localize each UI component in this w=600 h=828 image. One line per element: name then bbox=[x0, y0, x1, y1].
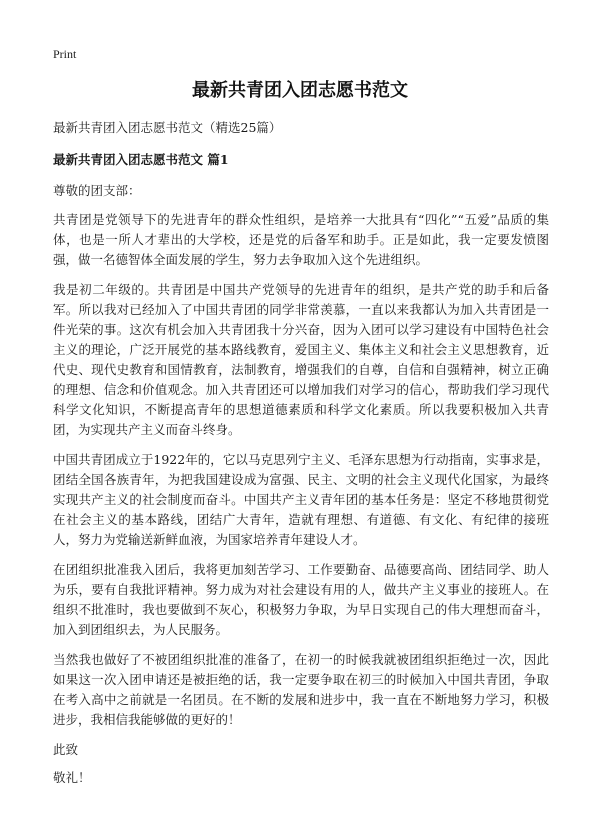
print-link[interactable]: Print bbox=[53, 47, 77, 61]
paragraph-4: 在团组织批准我入团后，我将更加刻苦学习、工作要勤奋、品德要高尚、团结同学、助人为乐，要有自我批评精神。努力成为对社会建设有用的人，做共产主义事业的接班人。在组织不批准时，我也要做到不灰心，积极努力争取，为早日实现自己的伟大理想而奋斗，加入到团组织去，为人民服务。 bbox=[53, 562, 549, 637]
document-subtitle: 最新共青团入团志愿书范文（精选25篇） bbox=[53, 120, 282, 135]
section-heading: 最新共青团入团志愿书范文 篇1 bbox=[53, 152, 229, 167]
paragraph-5: 当然我也做好了不被团组织批准的准备了，在初一的时候我就被团组织拒绝过一次，因此如果这一次入团申请还是被拒绝的话，我一定要争取在初三的时候加入中国共青团，争取在考入高中之前就是一名团员。在不断的发展和进步中，我一直在不断地努力学习，积极进步，我相信我能够做的更好的！ bbox=[53, 652, 549, 727]
document-title: 最新共青团入团志愿书范文 bbox=[192, 80, 408, 101]
paragraph-3: 中国共青团成立于1922年的，它以马克思列宁主义、毛泽东思想为行动指南，实事求是，团结全国各族青年，为把我国建设成为富强、民主、文明的社会主义现代化国家，为最终实现共产主义的社会制度而奋斗。中国共产主义青年团的基本任务是：坚定不移地贯彻党在社会主义的基本路线，团结广大青年，造就有理想、有道德、有文化、有纪律的接班人，努力为党输送新鲜血液，为国家培养青年建设人才。 bbox=[53, 452, 549, 547]
closing-salute-1: 此致 bbox=[53, 742, 79, 757]
closing-salute-2: 敬礼！ bbox=[53, 770, 91, 785]
document-body bbox=[53, 118, 549, 788]
paragraph-1: 共青团是党领导下的先进青年的群众性组织，是培养一大批具有“四化”“五爱”品质的集体，也是一所人才辈出的大学校，还是党的后备军和助手。正是如此，我一定要发愤图强，做一名德智体全面发展的学生，努力去争取加入这个先进组织。 bbox=[53, 212, 549, 267]
paragraph-2: 我是初二年级的。共青团是中国共产党领导的先进青年的组织，是共产党的助手和后备军。所以我对已经加入了中国共青团的同学非常羡慕，一直以来我都认为加入共青团是一件光荣的事。这次有机会加入共青团我十分兴奋，因为入团可以学习建设有中国特色社会主义的理论，广泛开展党的基本路线教育，爱国主义、集体主义和社会主义思想教育，近代史、现代史教育和国情教育，法制教育，增强我们的自尊，自信和自强精神，树立正确的理想、信念和价值观念。加入共青团还可以增加我们对学习的信心，帮助我们学习现代科学文化知识，不断提高青年的思想道德素质和科学文化素质。所以我要积极加入共青团，为实现共产主义而奋斗终身。 bbox=[53, 282, 549, 437]
salutation: 尊敬的团支部： bbox=[53, 183, 141, 198]
